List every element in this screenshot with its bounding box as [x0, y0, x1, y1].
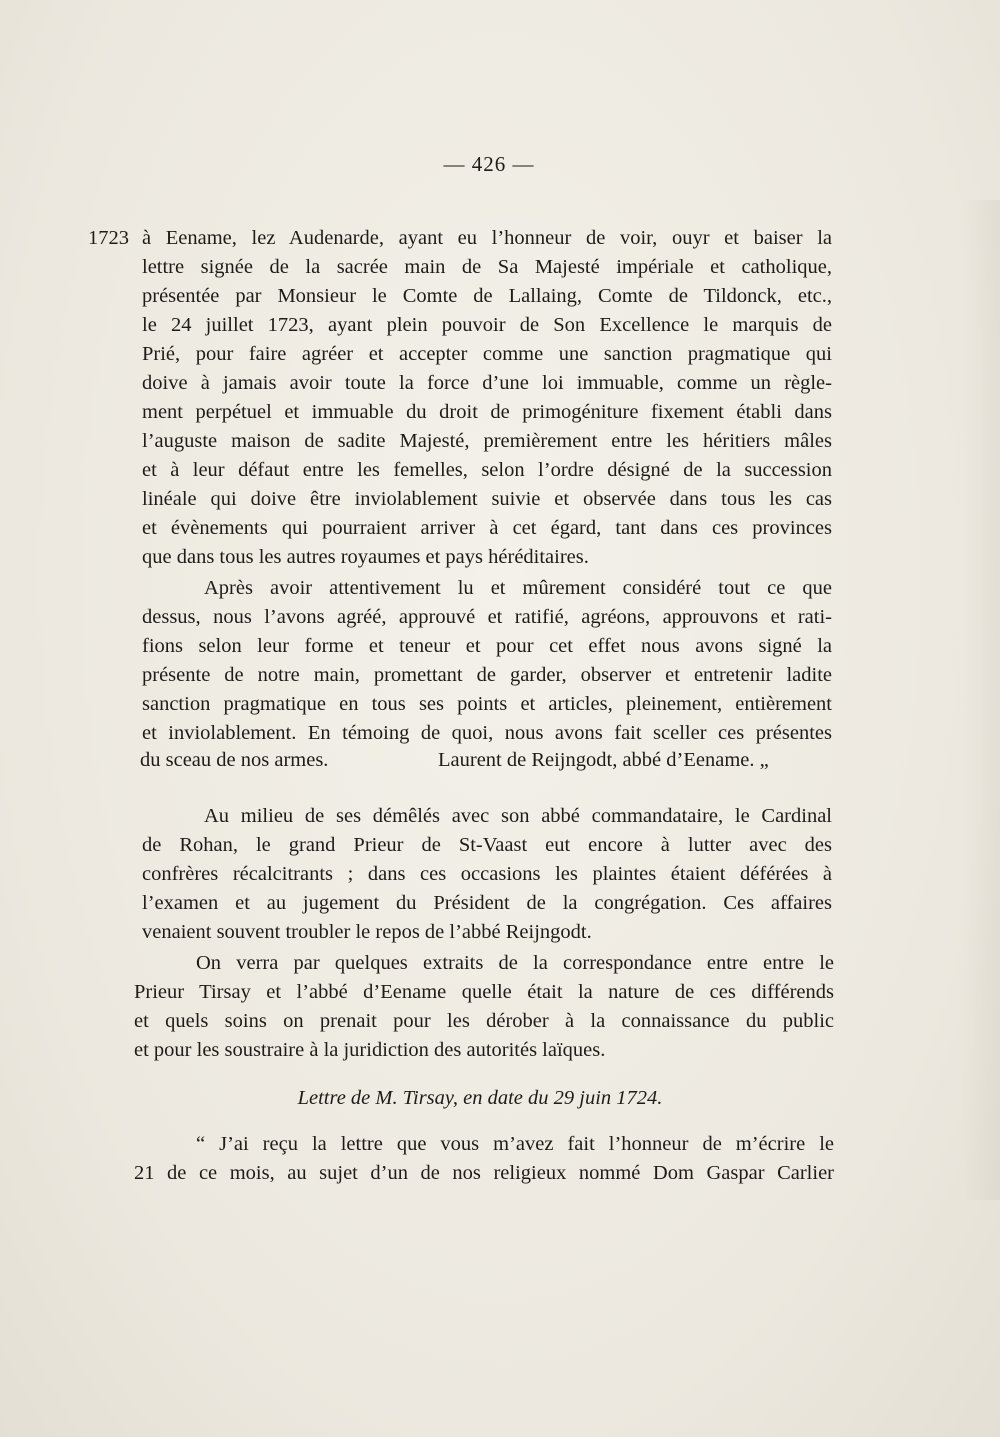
text-line: présente de notre main, promettant de garder, observer et entretenir ladite	[142, 664, 832, 686]
text-line: de Rohan, le grand Prieur de St-Vaast eut encore à lutter avec des	[142, 834, 832, 856]
text-line: à Eename, lez Audenarde, ayant eu l’honneur de voir, ouyr et baiser la	[142, 227, 832, 249]
margin-year: 1723	[88, 227, 129, 249]
closing-text: du sceau de nos armes.	[140, 749, 329, 771]
text-line: Prié, pour faire agréer et accepter comme une sanction pragmatique qui	[142, 343, 832, 365]
text-line: Prieur Tirsay et l’abbé d’Eename quelle était la nature de ces différends	[134, 981, 834, 1003]
text-line: le 24 juillet 1723, ayant plein pouvoir de Son Excellence le marquis de	[142, 314, 832, 336]
text-line: et pour les soustraire à la juridiction des autorités laïques.	[134, 1039, 606, 1061]
text-line: l’auguste maison de sadite Majesté, premièrement entre les héritiers mâles	[142, 430, 832, 452]
text-line: Après avoir attentivement lu et mûrement considéré tout ce que	[204, 577, 832, 599]
text-line: dessus, nous l’avons agréé, approuvé et ratifié, agréons, approuvons et rati-	[142, 606, 832, 628]
text-line: linéale qui doive être inviolablement suivie et observée dans tous les cas	[142, 488, 832, 510]
text-line: et évènements qui pourraient arriver à cet égard, tant dans ces provinces	[142, 517, 832, 539]
text-line: ment perpétuel et immuable du droit de primogéniture fixement établi dans	[142, 401, 832, 423]
text-line: 21 de ce mois, au sujet d’un de nos religieux nommé Dom Gaspar Carlier	[134, 1162, 834, 1184]
text-line: fions selon leur forme et teneur et pour cet effet nous avons signé la	[142, 635, 832, 657]
text-line: “ J’ai reçu la lettre que vous m’avez fait l’honneur de m’écrire le	[196, 1133, 834, 1155]
text-line: et inviolablement. En témoing de quoi, nous avons fait sceller ces présentes	[142, 722, 832, 744]
text-line: confrères récalcitrants ; dans ces occasions les plaintes étaient déférées à	[142, 863, 832, 885]
text-line: venaient souvent troubler le repos de l’abbé Reijngodt.	[142, 921, 592, 943]
page-edge-shadow	[960, 200, 1000, 1200]
letter-heading: Lettre de M. Tirsay, en date du 29 juin 1724.	[297, 1087, 663, 1109]
text-line: sanction pragmatique en tous ses points et articles, pleinement, entièrement	[142, 693, 832, 715]
text-line: que dans tous les autres royaumes et pays héréditaires.	[142, 546, 589, 568]
text-line: et à leur défaut entre les femelles, selon l’ordre désigné de la succession	[142, 459, 832, 481]
text-line: et quels soins on prenait pour les dérober à la connaissance du public	[134, 1010, 834, 1032]
page-number: — 426 —	[443, 152, 535, 176]
text-line: présentée par Monsieur le Comte de Lallaing, Comte de Tildonck, etc.,	[142, 285, 832, 307]
text-line: Au milieu de ses démêlés avec son abbé commandataire, le Cardinal	[204, 805, 832, 827]
signature: Laurent de Reijngodt, abbé d’Eename. „	[438, 749, 769, 771]
text-line: On verra par quelques extraits de la correspondance entre entre le	[196, 952, 834, 974]
text-line: l’examen et au jugement du Président de la congrégation. Ces affaires	[142, 892, 832, 914]
text-line: lettre signée de la sacrée main de Sa Majesté impériale et catholique,	[142, 256, 832, 278]
text-line: doive à jamais avoir toute la force d’une loi immuable, comme un règle-	[142, 372, 832, 394]
